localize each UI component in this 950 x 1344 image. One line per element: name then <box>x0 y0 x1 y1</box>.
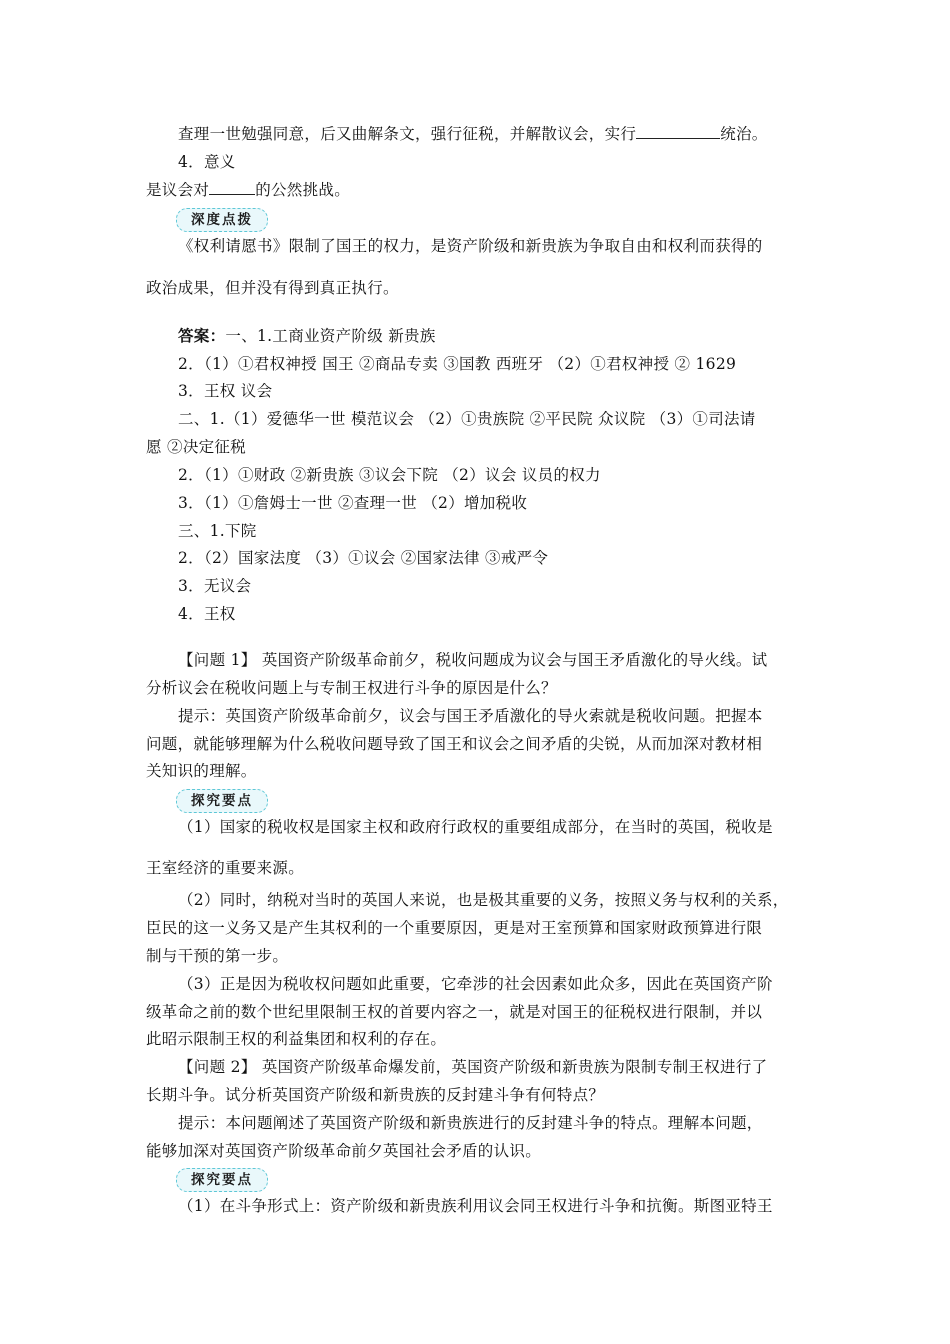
text-line: 2．（2）国家法度 （3）①议会 ②国家法律 ③戒严令 <box>178 549 549 567</box>
text-line: 2．（1）①君权神授 国王 ②商品专卖 ③国教 西班牙 （2）①君权神授 ② 1629 <box>178 355 737 373</box>
text-line: （3）正是因为税收权问题如此重要，它牵涉的社会因素如此众多，因此在英国资产阶 <box>178 975 773 993</box>
text-line: 3．（1）①詹姆士一世 ②查理一世 （2）增加税收 <box>178 494 528 512</box>
section-badge-deep-tips: 深度点拨 <box>176 208 268 232</box>
text-line: 能够加深对英国资产阶级革命前夕英国社会矛盾的认识。 <box>146 1142 542 1160</box>
text-line: 长期斗争。试分析英国资产阶级和新贵族的反封建斗争有何特点？ <box>146 1086 605 1104</box>
section-badge-key-points: 探究要点 <box>176 1168 268 1192</box>
text-line: 愿 ②决定征税 <box>146 438 247 456</box>
fill-blank <box>209 180 255 195</box>
text-line: 4．王权 <box>178 605 236 623</box>
text-line: 级革命之前的数个世纪里限制王权的首要内容之一，就是对国王的征税权进行限制，并以 <box>146 1003 763 1021</box>
text-line: 4．意义 <box>178 153 236 171</box>
hint-text: 提示：本问题阐述了英国资产阶级和新贵族进行的反封建斗争的特点。理解本问题， <box>178 1114 763 1132</box>
text-line: 3．无议会 <box>178 577 252 595</box>
text-line: 3．王权 议会 <box>178 382 273 400</box>
text-line: 王室经济的重要来源。 <box>146 859 305 877</box>
text-line: 此昭示限制王权的利益集团和权利的存在。 <box>146 1030 447 1048</box>
text-line: 2．（1）①财政 ②新贵族 ③议会下院 （2）议会 议员的权力 <box>178 466 601 484</box>
text-line: 分析议会在税收问题上与专制王权进行斗争的原因是什么？ <box>146 679 557 697</box>
text-line: 是议会对 的公然挑战。 <box>146 181 351 199</box>
text-line: 问题，就能够理解为什么税收问题导致了国王和议会之间矛盾的尖锐，从而加深对教材相 <box>146 735 763 753</box>
text-line: 查理一世勉强同意，后又曲解条文，强行征税，并解散议会，实行 统治。 <box>178 125 768 143</box>
text-line: （2）同时，纳税对当时的英国人来说，也是极其重要的义务，按照义务与权利的关系， <box>178 891 789 909</box>
section-badge-key-points: 探究要点 <box>176 789 268 813</box>
text-line: （1）在斗争形式上：资产阶级和新贵族利用议会同王权进行斗争和抗衡。斯图亚特王 <box>178 1197 773 1215</box>
answers-heading: 答案：一、1.工商业资产阶级 新贵族 <box>178 326 436 345</box>
fill-blank <box>636 124 720 139</box>
text-line: 二、1.（1）爱德华一世 模范议会 （2）①贵族院 ②平民院 众议院 （3）①司法请 <box>178 410 756 428</box>
question-2: 【问题 2】 英国资产阶级革命爆发前，英国资产阶级和新贵族为限制专制王权进行了 <box>178 1058 768 1076</box>
text-line: 臣民的这一义务又是产生其权利的一个重要原因，更是对王室预算和国家财政预算进行限 <box>146 919 763 937</box>
text-line: （1）国家的税收权是国家主权和政府行政权的重要组成部分，在当时的英国，税收是 <box>178 818 773 836</box>
text-line: 关知识的理解。 <box>146 762 257 780</box>
text-line: 政治成果，但并没有得到真正执行。 <box>146 279 399 297</box>
hint-text: 提示：英国资产阶级革命前夕，议会与国王矛盾激化的导火索就是税收问题。把握本 <box>178 707 763 725</box>
text-line: 三、1.下院 <box>178 522 257 540</box>
text-line: 制与干预的第一步。 <box>146 947 289 965</box>
question-1: 【问题 1】 英国资产阶级革命前夕，税收问题成为议会与国王矛盾激化的导火线。试 <box>178 651 768 669</box>
text-line: 《权利请愿书》限制了国王的权力，是资产阶级和新贵族为争取自由和权利而获得的 <box>178 237 763 255</box>
